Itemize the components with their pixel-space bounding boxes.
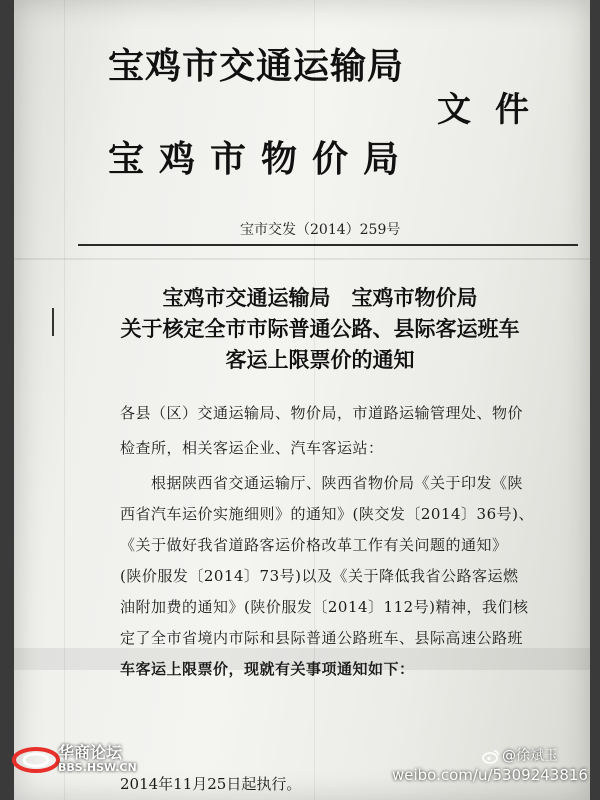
notice-title-line2: 关于核定全市市际普通公路、县际客运班车 [120,316,520,341]
body-line: 车客运上限票价，现就有关事项通知如下： [120,660,415,678]
forum-watermark-url: BBS.HSW.CN [58,761,137,774]
body-line: 各县（区）交通运输局、物价局，市道路运输管理处、物价 [120,404,524,422]
partial-footer-text: 2014年11月25日起执行。 [120,775,302,793]
body-line: 检查所，相关客运企业、汽车客运站： [120,439,384,457]
header-agency-price: 宝鸡市物价局 [108,138,415,180]
paper-crease [14,258,590,260]
forum-watermark-title: 华商论坛 [58,743,123,762]
body-line: 西省汽车运价实施细则》的通知》(陕交发〔2014〕36号)、 [120,505,534,523]
notice-title-line1: 宝鸡市交通运输局 宝鸡市物价局 [162,285,478,310]
body-line: 油附加费的通知》(陕价服发〔2014〕112号)精神，我们核 [120,598,529,616]
body-line: 根据陕西省交通运输厅、陕西省物价局《关于印发《陕 [120,474,524,492]
notice-title-line3: 客运上限票价的通知 [225,347,415,372]
forum-logo-icon [10,744,62,774]
body-line: (陕价服发〔2014〕73号)以及《关于降低我省公路客运燃 [120,567,519,585]
document-number: 宝市交发（2014）259号 [240,222,401,238]
weibo-watermark-url: weibo.com/u/5309243816 [392,766,588,784]
weibo-watermark-user: @徐斌玉 [502,748,558,764]
weibo-icon [482,749,500,764]
header-wenjian: 文件 [437,90,553,130]
header-divider [78,244,578,246]
paper-crease [64,0,65,800]
header-agency-transport: 宝鸡市交通运输局 [108,45,405,87]
body-line: 定了全市省境内市际和县际普通公路班车、县际高速公路班 [120,629,524,647]
body-line: 《关于做好我省道路客运价格改革工作有关问题的通知》 [120,536,508,554]
paper-crease [314,0,315,800]
margin-mark [52,308,54,336]
